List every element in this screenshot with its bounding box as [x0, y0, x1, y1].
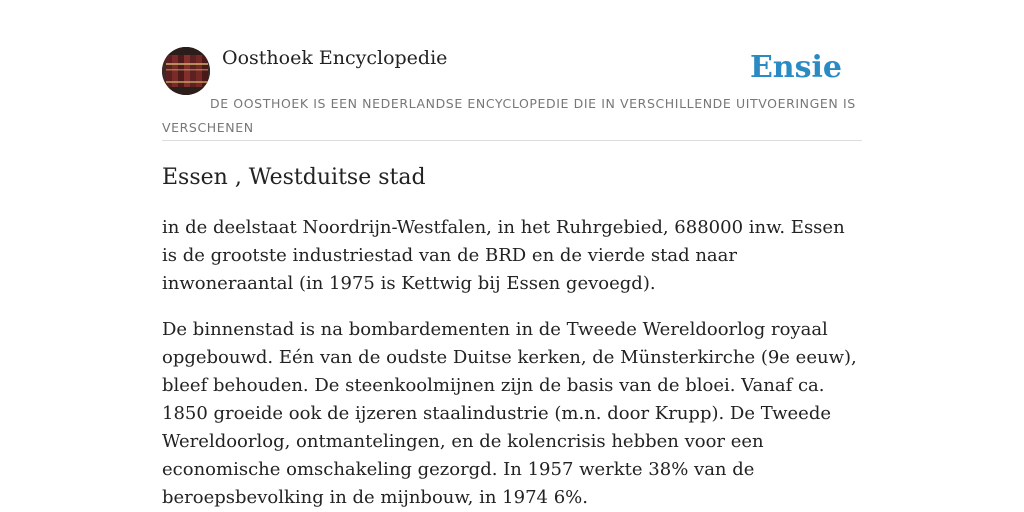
site-header — [162, 44, 862, 141]
article-paragraph: in de deelstaat Noordrijn-Westfalen, in het Ruhrgebied, 688000 inw. Essen is de grootste industriestad van de BRD en de vierde stad naar inwoneraantal (in 1975 is Kettwig bij Essen gevoegd). — [162, 217, 845, 294]
encyclopedia-books-icon[interactable] — [162, 47, 210, 95]
ensie-logo-link[interactable]: Ensie — [749, 50, 842, 85]
article-title: Essen , Westduitse stad — [162, 165, 426, 190]
article-paragraph: De binnenstad is na bombardementen in de Tweede Wereldoorlog royaal opgebouwd. Eén van de oudste Duitse kerken, de Münsterkirche (9e eeuw), bleef behouden. De steenkoolmijnen zijn de basis van de bloei. Vanaf ca. 1850 groeide ook de ijzeren staalindustrie (m.n. door Krupp). De Tweede Wereldoorlog, ontmantelingen, en de kolencrisis hebben voor een economische omschakeling gezorgd. In 1957 werkte 38% van de beroepsbevolking in de mijnbouw, in 1974 6%. — [162, 319, 857, 508]
site-title[interactable]: Oosthoek Encyclopedie — [222, 47, 448, 69]
site-tagline: DE OOSTHOEK IS EEN NEDERLANDSE ENCYCLOPEDIE DIE IN VERSCHILLENDE UITVOERINGEN IS VERSCHENEN — [162, 96, 856, 135]
article — [162, 162, 862, 512]
